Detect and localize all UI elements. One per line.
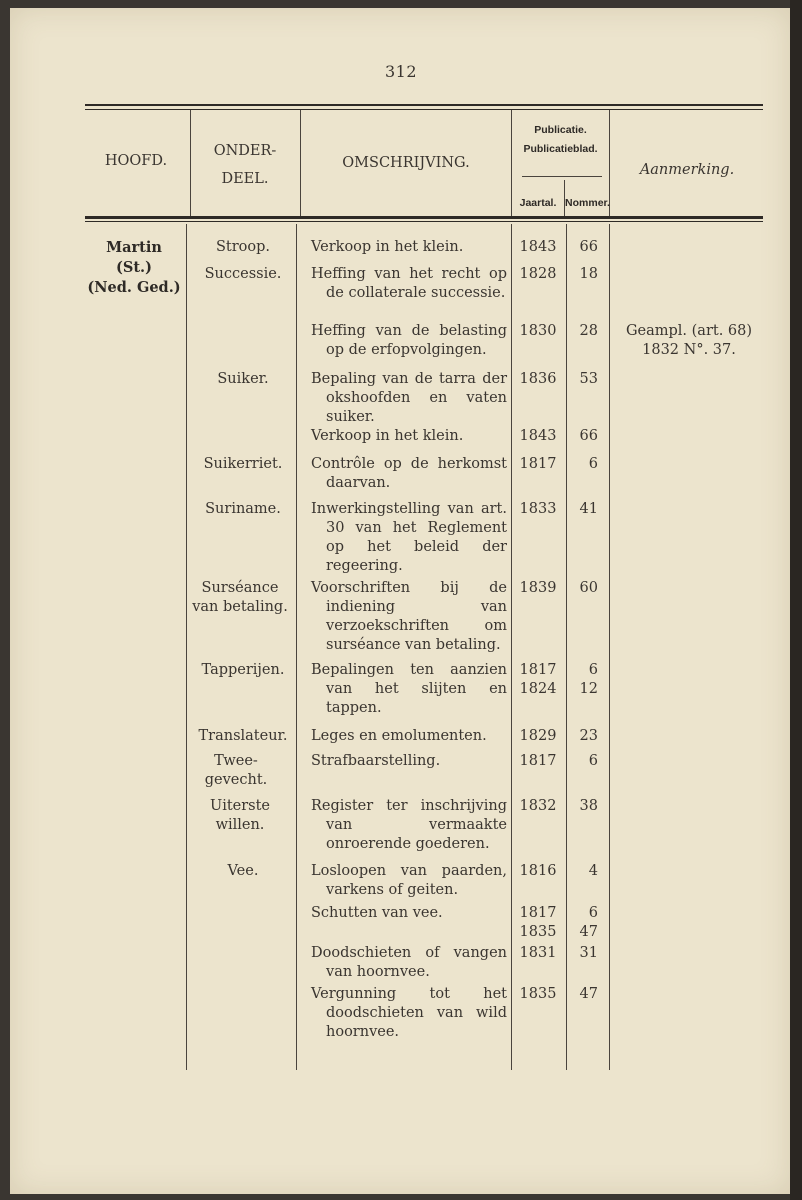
header-onderdeel-1: ONDER- [213,143,277,159]
column-divider [296,224,297,1070]
header-nommer: Nommer. [565,197,610,209]
year: 1833 [519,501,557,517]
description: Strafbaarstelling. [311,753,441,769]
subdivision: Tapperijen. [201,662,285,678]
year: 1830 [519,323,557,339]
number: 6 12 [579,662,598,697]
year: 1835 [519,986,557,1002]
subdivision: Suikerriet. [203,456,283,472]
hoofd-line-1: Martin (St.) [106,239,162,276]
number: 23 [579,728,598,744]
year: 1817 [519,456,557,472]
header-bottom-rule-thin [85,221,763,222]
year: 1843 [519,239,557,255]
year: 1829 [519,728,557,744]
subdivision: Uiterste willen. [209,798,271,833]
remark: Geampl. (art. 68) 1832 N°. 37. [625,323,753,358]
column-divider [609,224,610,1070]
header-publicatie: Publicatie. [534,124,587,136]
top-rule [85,104,763,106]
page-number: 312 [384,62,418,81]
description: Vergunning tot het doodschieten van wild hoornvee. [311,986,507,1040]
year: 1828 [519,266,557,282]
description: Register ter inschrijving van vermaakte onroerende goederen. [311,798,507,852]
header-hoofd: HOOFD. [104,153,168,169]
description: Bepalingen ten aanzien van het slijten en tappen. [311,662,507,716]
subdivision: Suriname. [205,501,281,517]
year: 1817 1835 [519,905,557,940]
subdivision: Successie. [204,266,282,282]
description: Verkoop in het klein. [311,239,464,255]
column-divider [186,224,187,1070]
header-omschrijving: OMSCHRIJVING. [342,155,470,171]
description: Heffing van het recht op de collaterale successie. [311,266,507,301]
number: 38 [579,798,598,814]
header-bottom-rule [85,216,763,219]
description: Verkoop in het klein. [311,428,464,444]
description: Leges en emolumenten. [311,728,487,744]
subdivision: Surséance van betaling. [192,580,288,615]
number: 6 47 [579,905,598,940]
number: 31 [579,945,598,961]
pub-split-line [522,176,602,177]
number: 28 [579,323,598,339]
description: Inwerkingstelling van art. 30 van het Reglement op het beleid der regeering. [311,501,507,574]
description: Heffing van de belasting op de erfopvolgingen. [311,323,507,358]
year: 1817 [519,753,557,769]
header-jaartal: Jaartal. [519,197,557,209]
description: Losloopen van paarden, varkens of geiten. [311,863,507,898]
header-onderdeel-2: DEEL. [221,171,269,187]
year: 1832 [519,798,557,814]
year: 1836 [519,371,557,387]
hoofd-line-2: (Ned. Ged.) [87,279,181,296]
header-divider [190,110,191,216]
header-aanmerking: Aanmerking. [639,162,735,178]
hoofd-label [86,238,182,298]
year: 1831 [519,945,557,961]
subdivision: Twee-gevecht. [204,753,268,788]
number: 47 [579,986,598,1002]
number: 6 [588,753,598,769]
year: 1816 [519,863,557,879]
subdivision: Stroop. [215,239,271,255]
description: Bepaling van de tarra der okshoofden en vaten suiker. [311,371,507,425]
number: 6 [588,456,598,472]
top-rule-thin [85,109,763,110]
number: 18 [579,266,598,282]
description: Contrôle op de herkomst daarvan. [311,456,507,491]
year: 1843 [519,428,557,444]
subdivision: Suiker. [217,371,269,387]
description: Voorschriften bij de indiening van verzoekschriften om surséance van betaling. [311,580,507,653]
number: 60 [579,580,598,596]
header-publicatieblad: Publicatieblad. [523,143,598,155]
number: 66 [579,239,598,255]
number: 41 [579,501,598,517]
description: Schutten van vee. [311,905,443,921]
year: 1817 1824 [519,662,557,697]
year: 1839 [519,580,557,596]
number: 53 [579,371,598,387]
subdivision: Translateur. [198,728,288,744]
description: Doodschieten of vangen van hoornvee. [311,945,507,980]
binding-edge [790,0,802,1200]
number: 4 [588,863,598,879]
number: 66 [579,428,598,444]
subdivision: Vee. [227,863,259,879]
